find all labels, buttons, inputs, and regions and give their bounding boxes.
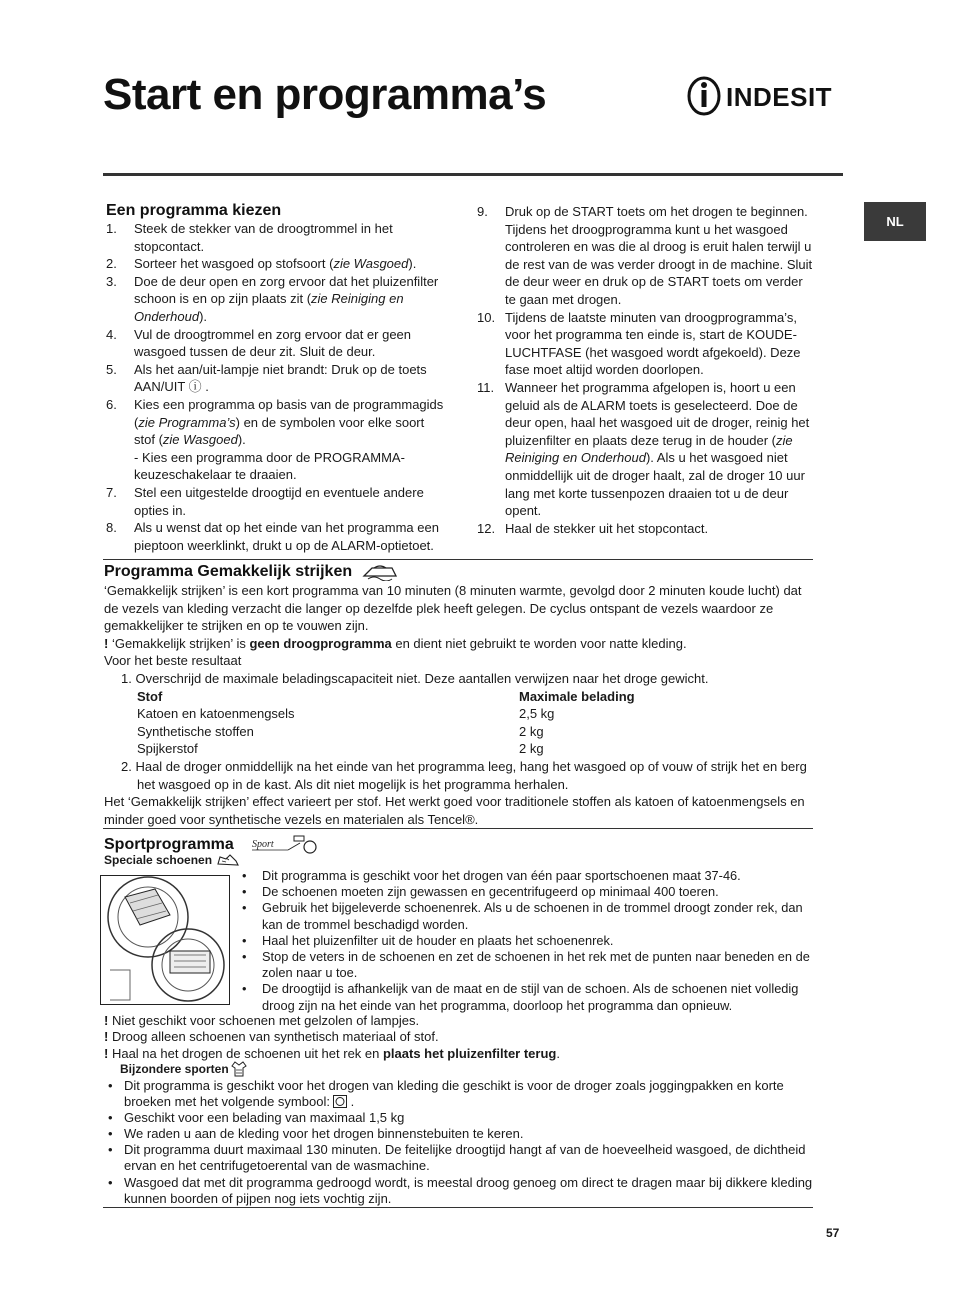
choose-steps-right [477,203,817,537]
warning-line: ! Haal na het drogen de schoenen uit het rek en plaats het pluizenfilter terug. [104,1045,560,1061]
choose-step: 2. Sorteer het wasgoed op stofsoort (zie Wasgoed). [106,256,417,272]
choose-step: Tijdens het droogprogramma kunt u het wasgoed controleren en was die al droog is eruit halen terwijl u de rest van de was verder droogt in de machine. Sluit de deur weer en druk op de START toets om verder te gaan met drogen. [505,221,813,307]
special-bullets [104,1078,816,1207]
choose-steps-left [106,220,444,554]
steps-list-left [106,220,444,554]
choose-step: 8. Als u wenst dat op het einde van het programma een pieptoon weerklinkt, drukt u op de ALARM-optietoet. [106,520,439,553]
warning-line: ! Niet geschikt voor schoenen met gelzolen of lampjes. [104,1013,420,1028]
easy-iron-step1: 1. Overschrijd de maximale beladingscapaciteit niet. Deze aantallen verwijzen naar het droge gewicht. [121,670,709,686]
choose-step: 11. Wanneer het programma afgelopen is, hoort u een geluid als de ALARM toets is geselecteerd. Doe de deur open, haal het wasgoed uit de droger, reinig het pluizenfilter en plaats deze terug in de houder (zie Reiniging en Onderhoud). Als u het wasgoed niet onmiddellijk uit de droger haalt, zal de droger 10 uur lang met korte tussenpozen draaien tot u de deur opent. [477,379,810,519]
easy-iron-best: Voor het beste resultaat [104,653,242,669]
drum-shoe-rack-illustration [100,875,230,1005]
header-rule [103,173,843,176]
choose-step: 1. Steek de stekker van de droogtrommel in het stopcontact. [106,221,393,254]
special-heading: Bijzondere sporten [120,1062,229,1076]
indesit-logo [686,74,846,118]
list-item: • Stop de veters in de schoenen en zet de schoenen in het rek met de punten naar beneden en de zolen naar u toe. [234,949,814,981]
list-item: • Dit programma is geschikt voor het drogen van kleding die geschikt is voor de droger zoals joggingpakken en korte broeken met het volgende symbool: . [104,1078,816,1110]
brand-wordmark: INDESIT [726,82,833,112]
easy-iron-warning: ! ‘Gemakkelijk strijken’ is geen droogprogramma en dient niet gebruikt te worden voor natte kleding. [104,635,687,651]
choose-step: - Kies een programma door de PROGRAMMA-keuzeschakelaar te draaien. [134,449,405,483]
easy-iron-heading: Programma Gemakkelijk strijken [104,563,353,580]
list-item: • De droogtijd is afhankelijk van de maat en de stijl van de schoen. Als de schoenen niet volledig droog zijn na het einde van het programma, doorloop het programma dan opnieuw. [234,981,814,1013]
list-item: • Gebruik het bijgeleverde schoenenrek. Als u de schoenen in de trommel droogt zonder rek, dan kan de trommel beschadigd worden. [234,900,814,932]
list-item: • De schoenen moeten zijn gewassen en gecentrifugeerd op minimaal 400 toeren. [234,884,814,900]
choose-step: 3. Doe de deur open en zorg ervoor dat het pluizenfilter schoon is en op zijn plaats zit (zie Reiniging en Onderhoud). [106,273,439,324]
sport-badge-text: Sport [251,839,274,850]
list-item: • Haal het pluizenfilter uit de houder en plaats het schoenenrek. [234,933,814,949]
section-divider-2 [103,828,813,829]
choose-step: 9. Druk op de START toets om het drogen te beginnen. [477,204,808,219]
load-table [104,688,814,758]
choose-step: 10. Tijdens de laatste minuten van droogprogramma’s, voor het programma ten einde is, start de KOUDE- LUCHTFASE (het wasgoed wordt afgekoeld). Deze fase moet altijd worden doorlopen. [477,309,801,378]
special-heading-row [120,1060,247,1078]
sport-warnings [104,1013,814,1062]
language-tab: NL [864,202,926,241]
shoes-heading: Speciale schoenen [104,853,213,867]
shoe-icon [216,852,240,868]
shoes-bullets [234,868,814,1014]
sport-heading: Sportprogramma [104,836,234,853]
easy-iron-effect: Het ‘Gemakkelijk strijken’ effect varieert per stof. Het werkt goed voor traditionele stoffen als katoen of katoenmengsels en minder goed voor synthetische vezels en materialen als Tencel®. [104,794,805,827]
page-number: 57 [826,1226,840,1240]
choose-heading: Een programma kiezen [106,202,282,219]
list-item: • Dit programma is geschikt voor het drogen van één paar sportschoenen maat 37-46. [234,868,814,884]
choose-step: 6. Kies een programma op basis van de programmagids (zie Programma’s) en de symbolen voor elke soort stof (zie Wasgoed). [106,396,444,448]
page-title: Start en programma’s [103,70,547,119]
load-table-header: Stof Maximale belading [137,688,635,704]
list-item: • Wasgoed dat met dit programma gedroogd wordt, is meestal droog genoeg om direct te dragen maar bij dikkere kleding kunnen boorden of pijpen nog iets vochtig zijn. [104,1175,816,1207]
list-item: • Geschikt voor een belading van maximaal 1,5 kg [104,1110,816,1126]
easy-iron-heading-row [104,563,402,581]
choose-step: 7. Stel een uitgestelde droogtijd en eventuele andere opties in. [106,484,424,518]
choose-step: 12. Haal de stekker uit het stopcontact. [477,520,709,536]
choose-step: 4. Vul de droogtrommel en zorg ervoor dat er geen wasgoed tussen de deur zit. Sluit de deur. [106,326,412,360]
load-table-row: Katoen en katoenmengsels 2,5 kg [137,706,555,722]
easy-iron-body [104,582,814,828]
easy-iron-intro: ‘Gemakkelijk strijken’ is een kort programma van 10 minuten (8 minuten warmte, gevolgd door 2 minuten koude lucht) dat de vezels van kleding verzacht die langer op dezelfde plek heeft gelegen. De cyclus ontspant de vezels waardoor ze gemakkelijker te strijken en op te vouwen zijn. [104,583,802,634]
shoes-heading-row [104,852,240,868]
choose-step: 5. Als het aan/uit-lampje niet brandt: Druk op de toets AAN/UIT ⓘ . [106,361,427,395]
section-divider [103,559,813,560]
load-table-row: Spijkerstof 2 kg [137,741,544,757]
sport-program-icon [252,834,318,856]
list-item: • We raden u aan de kleding voor het drogen binnenstebuiten te keren. [104,1126,816,1142]
tumble-dry-symbol-icon [333,1095,347,1108]
load-table-row: Synthetische stoffen 2 kg [137,723,544,739]
easy-iron-step2: 2. Haal de droger onmiddellijk na het einde van het programma leeg, hang het wasgoed op of vouw of strijk het en berg het wasgoed op in de kast. Als dit niet mogelijk is het programma herhalen. [121,758,807,792]
steps-list-right [477,203,817,537]
sportswear-icon [231,1060,247,1078]
section-divider-3 [103,1207,813,1208]
list-item: • Dit programma duurt maximaal 130 minuten. De feitelijke droogtijd hangt af van de hoeveelheid wasgoed, de dichtheid ervan en het centrifugetoerental van de wasmachine. [104,1142,816,1174]
iron-icon [360,563,402,581]
warning-line: ! Droog alleen schoenen van synthetisch materiaal of stof. [104,1029,439,1045]
